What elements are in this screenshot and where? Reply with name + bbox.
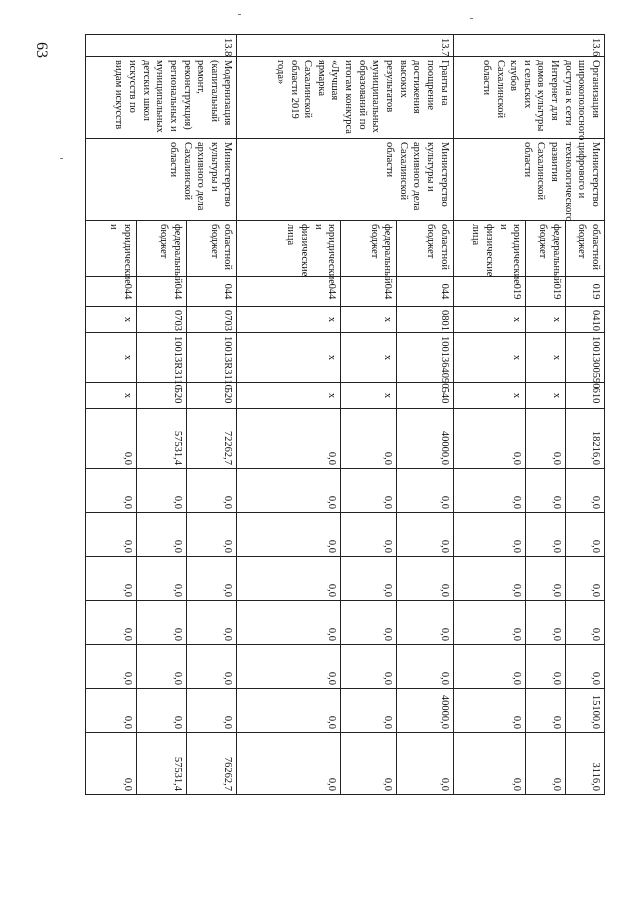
amount-cell: 0,0: [341, 645, 397, 689]
amount-cell: 0,0: [453, 469, 526, 513]
amount-cell: 0,0: [237, 469, 341, 513]
amount-cell: 15100,0: [565, 689, 604, 733]
expense-type-cell: х: [341, 383, 397, 409]
scan-speck: [60, 158, 63, 159]
amount-cell: 0,0: [136, 469, 186, 513]
target-article-cell: х: [453, 333, 526, 383]
target-article-cell: 10013R3110: [187, 333, 237, 383]
section-code-cell: 0410: [565, 307, 604, 333]
amount-cell: 0,0: [237, 601, 341, 645]
amount-cell: 40000,0: [397, 409, 453, 469]
section-code-cell: х: [237, 307, 341, 333]
amount-cell: 40000,0: [397, 689, 453, 733]
table-row: [397, 35, 453, 795]
amount-cell: 0,0: [526, 733, 565, 795]
amount-cell: 0,0: [453, 689, 526, 733]
amount-cell: 0,0: [341, 557, 397, 601]
section-code-cell: 0801: [397, 307, 453, 333]
amount-cell: 0,0: [526, 469, 565, 513]
amount-cell: 57531,4: [136, 409, 186, 469]
amount-cell: 0,0: [136, 645, 186, 689]
row-number-cell: 13.6: [453, 35, 604, 57]
amount-cell: 0,0: [341, 733, 397, 795]
amount-cell: 72262,7: [187, 409, 237, 469]
amount-cell: 0,0: [341, 601, 397, 645]
amount-cell: 0,0: [187, 601, 237, 645]
funding-source-cell: юридические и физические лица: [237, 221, 341, 277]
amount-cell: 0,0: [86, 469, 137, 513]
grbs-code-cell: 019: [453, 277, 526, 307]
funding-source-cell: областной бюджет: [565, 221, 604, 277]
grbs-code-cell: 019: [526, 277, 565, 307]
target-article-cell: 1001300590: [565, 333, 604, 383]
section-code-cell: х: [453, 307, 526, 333]
rotated-table-container: [85, 34, 605, 794]
amount-cell: 0,0: [397, 557, 453, 601]
amount-cell: 0,0: [397, 645, 453, 689]
amount-cell: 0,0: [565, 557, 604, 601]
amount-cell: 0,0: [397, 733, 453, 795]
table-row: [187, 35, 237, 795]
amount-cell: 0,0: [187, 469, 237, 513]
amount-cell: 3116,0: [565, 733, 604, 795]
amount-cell: 0,0: [86, 513, 137, 557]
amount-cell: 0,0: [86, 689, 137, 733]
expense-type-cell: х: [86, 383, 137, 409]
funding-source-cell: областной бюджет: [187, 221, 237, 277]
grbs-code-cell: 044: [136, 277, 186, 307]
amount-cell: 0,0: [86, 557, 137, 601]
row-number-cell: 13.7: [237, 35, 453, 57]
funding-source-cell: юридические и физические лица: [453, 221, 526, 277]
page-number: 63: [33, 42, 50, 58]
grbs-code-cell: 019: [565, 277, 604, 307]
grbs-code-cell: 044: [237, 277, 341, 307]
amount-cell: 0,0: [237, 645, 341, 689]
expense-type-cell: х: [237, 383, 341, 409]
section-code-cell: 0703: [187, 307, 237, 333]
amount-cell: 0,0: [136, 557, 186, 601]
amount-cell: 0,0: [341, 689, 397, 733]
amount-cell: 0,0: [453, 645, 526, 689]
amount-cell: 0,0: [86, 601, 137, 645]
section-code-cell: х: [86, 307, 137, 333]
amount-cell: 0,0: [187, 645, 237, 689]
amount-cell: 57531,4: [136, 733, 186, 795]
executor-cell: Министерство цифрового и технологического развития Сахалинской области: [453, 139, 604, 221]
amount-cell: 0,0: [187, 513, 237, 557]
row-number-cell: 13.8: [86, 35, 238, 57]
expense-type-cell: х: [526, 383, 565, 409]
amount-cell: 0,0: [453, 601, 526, 645]
amount-cell: 0,0: [565, 513, 604, 557]
section-code-cell: 0703: [136, 307, 186, 333]
grbs-code-cell: 044: [86, 277, 137, 307]
amount-cell: 0,0: [526, 557, 565, 601]
target-article-cell: х: [341, 333, 397, 383]
expense-type-cell: 520: [136, 383, 186, 409]
amount-cell: 0,0: [237, 409, 341, 469]
amount-cell: 0,0: [526, 513, 565, 557]
expense-type-cell: 610: [565, 383, 604, 409]
executor-cell: Министерство культуры и архивного дела Сахалинской области: [237, 139, 453, 221]
amount-cell: 0,0: [136, 689, 186, 733]
amount-cell: 0,0: [237, 557, 341, 601]
section-code-cell: х: [341, 307, 397, 333]
target-article-cell: 10013R3110: [136, 333, 186, 383]
amount-cell: 0,0: [453, 513, 526, 557]
executor-cell: Министерство культуры и архивного дела Сахалинской области: [86, 139, 238, 221]
amount-cell: 0,0: [526, 645, 565, 689]
funding-source-cell: юридические и: [86, 221, 137, 277]
amount-cell: 76262,7: [187, 733, 237, 795]
amount-cell: 0,0: [341, 409, 397, 469]
amount-cell: 0,0: [341, 469, 397, 513]
amount-cell: 0,0: [187, 557, 237, 601]
amount-cell: 0,0: [86, 645, 137, 689]
amount-cell: 0,0: [136, 513, 186, 557]
amount-cell: 0,0: [237, 513, 341, 557]
grbs-code-cell: 044: [341, 277, 397, 307]
amount-cell: 18216,0: [565, 409, 604, 469]
amount-cell: 0,0: [565, 469, 604, 513]
event-name-cell: Модернизация (капитальный ремонт, реконструкция) региональных и муниципальных детских школ искусств по видам искусств: [86, 57, 238, 139]
event-name-cell: Гранты на поощрение достижения высоких результатов муниципальных образований по итогам конкурса «Лучшая ярмарка Сахалинской области 2019 года»: [237, 57, 453, 139]
grbs-code-cell: 044: [397, 277, 453, 307]
amount-cell: 0,0: [341, 513, 397, 557]
funding-source-cell: федеральный бюджет: [526, 221, 565, 277]
amount-cell: 0,0: [565, 645, 604, 689]
amount-cell: 0,0: [237, 733, 341, 795]
table-row: [565, 35, 604, 795]
expense-type-cell: 540: [397, 383, 453, 409]
grbs-code-cell: 044: [187, 277, 237, 307]
target-article-cell: х: [237, 333, 341, 383]
amount-cell: 0,0: [526, 409, 565, 469]
amount-cell: 0,0: [187, 689, 237, 733]
scan-speck: [238, 14, 241, 15]
amount-cell: 0,0: [397, 469, 453, 513]
amount-cell: 0,0: [453, 557, 526, 601]
budget-table: [85, 34, 605, 795]
target-article-cell: х: [526, 333, 565, 383]
amount-cell: 0,0: [86, 409, 137, 469]
amount-cell: 0,0: [136, 601, 186, 645]
amount-cell: 0,0: [397, 601, 453, 645]
amount-cell: 0,0: [526, 601, 565, 645]
amount-cell: 0,0: [453, 409, 526, 469]
amount-cell: 0,0: [86, 733, 137, 795]
event-name-cell: Организация широкополосного доступа к сети Интернет для домов культуры и сельских клубов Сахалинской области: [453, 57, 604, 139]
target-article-cell: 1001364090: [397, 333, 453, 383]
amount-cell: 0,0: [453, 733, 526, 795]
amount-cell: 0,0: [526, 689, 565, 733]
expense-type-cell: х: [453, 383, 526, 409]
amount-cell: 0,0: [565, 601, 604, 645]
scan-speck: [470, 18, 473, 19]
amount-cell: 0,0: [237, 689, 341, 733]
amount-cell: 0,0: [397, 513, 453, 557]
funding-source-cell: федеральный бюджет: [341, 221, 397, 277]
funding-source-cell: областной бюджет: [397, 221, 453, 277]
target-article-cell: х: [86, 333, 137, 383]
funding-source-cell: федеральный бюджет: [136, 221, 186, 277]
expense-type-cell: 520: [187, 383, 237, 409]
section-code-cell: х: [526, 307, 565, 333]
